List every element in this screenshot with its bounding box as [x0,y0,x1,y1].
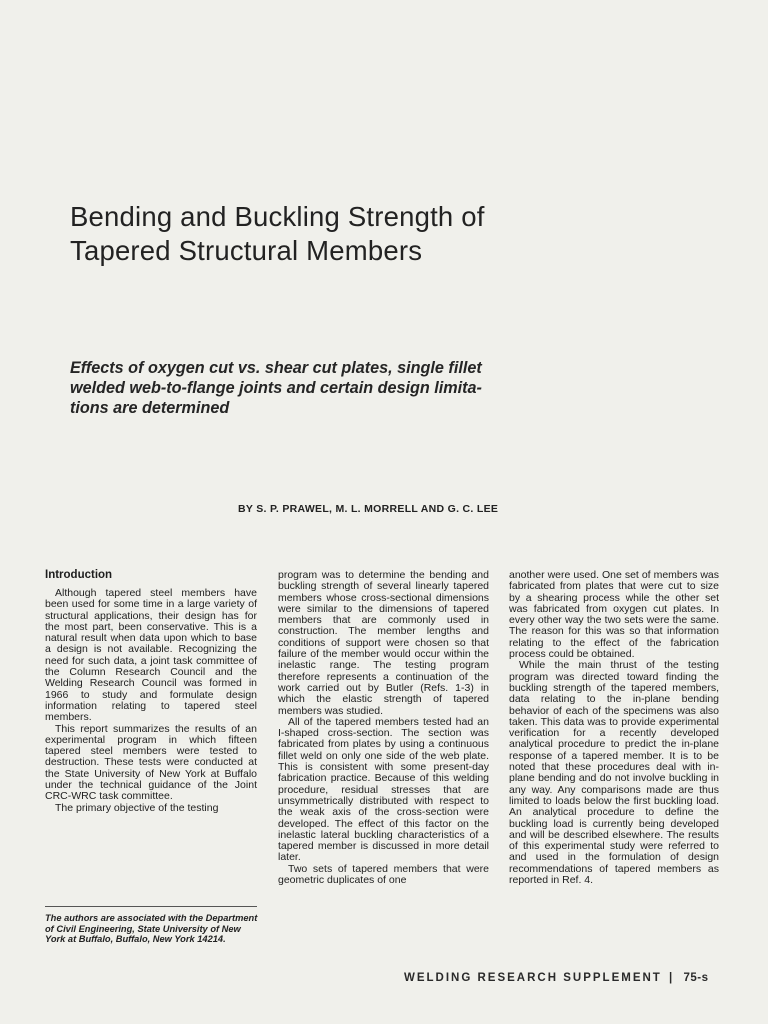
page-footer [404,972,708,984]
body-paragraph: This report summarizes the results of an experimental program in which fifteen tapered steel members were tested to destruction. These tests were conducted at the State University of New York at Buffalo under the technical guidance of the Joint CRC-WRC task committee. [45,722,257,803]
body-paragraph: While the main thrust of the testing program was directed toward finding the buckling strength of the tapered members, data relating to the in-plane bending behavior of each of the specimens was also taken. This data was to provide experimental verification for a recently developed analytical procedure to predict the in-plane response of a tapered member. It is to be noted that these procedures deal with in-plane bending and do not involve buckling in any way. Any comparisons made are thus limited to loads below the first buckling load. An analytical procedure to define the buckling load is currently being developed and will be described elsewhere. The results of this experimental study were referred to and used in the formulation of design recommendations of tapered members as reported in Ref. 4. [509,659,719,887]
text-column-1 [45,568,257,814]
subtitle-line-2: welded web-to-flange joints and certain design limita- [70,379,482,397]
article-title [70,200,710,268]
section-heading-introduction: Introduction [45,569,113,581]
author-byline: BY S. P. PRAWEL, M. L. MORRELL AND G. C. LEE [238,503,499,515]
footer-separator: | [669,972,673,984]
title-line-1: Bending and Buckling Strength of [70,201,485,232]
author-affiliation-footnote: The authors are associated with the Department of Civil Engineering, State University of New York at Buffalo, Buffalo, New York 14214. [45,913,258,945]
body-paragraph: The primary objective of the testing [55,801,219,814]
text-column-2 [278,570,489,886]
body-paragraph: another were used. One set of members was fabricated from plates that were cut to size by a shearing process while the other set was fabricated from oxygen cut plates. In every other way the two sets were the same. The reason for this was so that information relating to the effect of the fabrication process could be obtained. [509,569,719,661]
text-column-3 [509,570,719,886]
subtitle-line-1: Effects of oxygen cut vs. shear cut plates, single fillet [70,359,482,377]
page-number: 75-s [683,972,709,984]
body-paragraph: All of the tapered members tested had an I-shaped cross-section. The section was fabricated from plates by using a continuous fillet weld on only one side of the web plate. This is consistent with some present-day fabrication practice. Because of this welding procedure, residual stresses that are unsymmetrically distributed with respect to the weak axis of the cross-section were developed. The effect of this factor on the inelastic lateral buckling characteristics of a tapered member is discussed in more detail later. [278,715,489,864]
footnote-divider [45,906,257,907]
article-subtitle [70,358,590,418]
subtitle-line-3: tions are determined [70,399,230,417]
body-paragraph: Although tapered steel members have been used for some time in a large variety of structural applications, their design has for the most part, been conservative. This is a natural result when data upon which to base a design is not available. Recognizing the need for such data, a joint task committee of the Column Research Council and the Welding Research Council was formed in 1966 to study and formulate design information relating to tapered steel members. [45,587,257,724]
body-paragraph: program was to determine the bending and buckling strength of several linearly tapered members whose cross-sectional dimensions were similar to the dimensions of tapered members that are commonly used in construction. The member lengths and conditions of support were chosen so that failure of the member would occur within the inelastic range. The testing program therefore represents a continuation of the work carried out by Butler (Refs. 1-3) in which the elastic strength of tapered members was studied. [278,569,489,717]
title-line-2: Tapered Structural Members [70,235,423,266]
journal-name: WELDING RESEARCH SUPPLEMENT [404,972,662,984]
body-paragraph: Two sets of tapered members that were geometric duplicates of one [278,862,489,887]
